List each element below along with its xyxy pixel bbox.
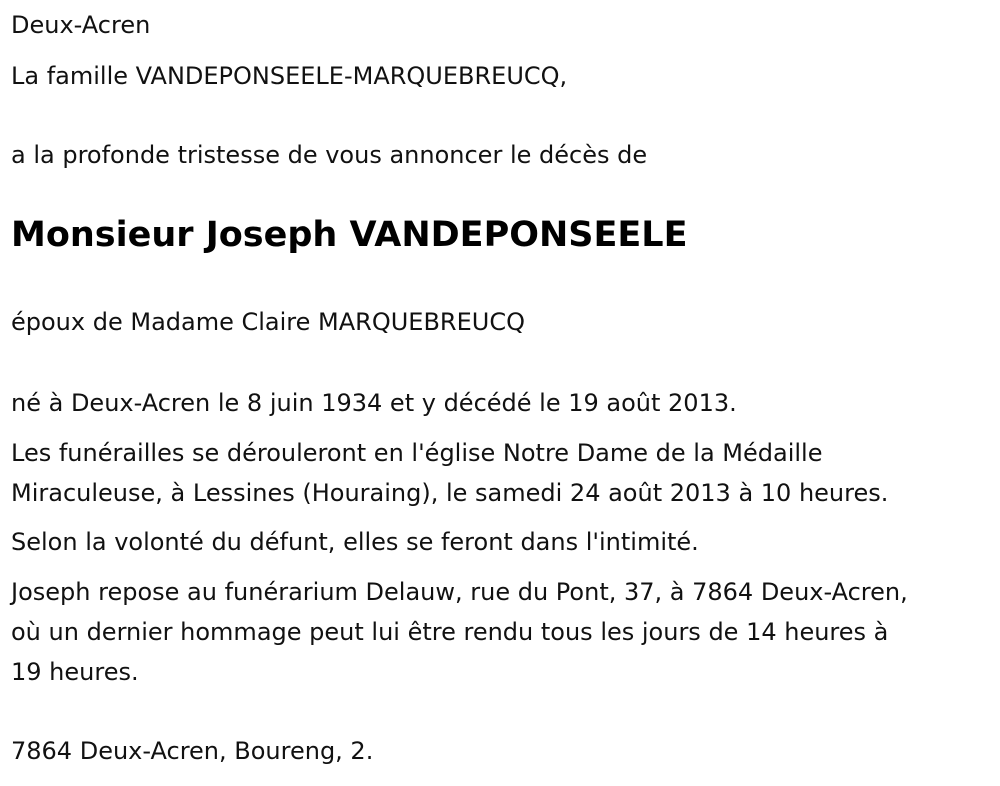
rest-text-line-3: 19 heures. — [11, 658, 139, 686]
location-text: Deux-Acren — [11, 11, 151, 39]
birth-death-text: né à Deux-Acren le 8 juin 1934 et y décédé le 19 août 2013. — [11, 389, 737, 417]
spouse-text: époux de Madame Claire MARQUEBREUCQ — [11, 308, 525, 336]
family-text: La famille VANDEPONSEELE-MARQUEBREUCQ, — [11, 62, 568, 90]
rest-text-line-1: Joseph repose au funérarium Delauw, rue du Pont, 37, à 7864 Deux-Acren, — [11, 578, 908, 606]
rest-text-line-2: où un dernier hommage peut lui être rendu tous les jours de 14 heures à — [11, 618, 889, 646]
announcement-text: a la profonde tristesse de vous annoncer le décès de — [11, 141, 648, 169]
address-text: 7864 Deux-Acren, Boureng, 2. — [11, 737, 374, 765]
funeral-text-line-2: Miraculeuse, à Lessines (Houraing), le samedi 24 août 2013 à 10 heures. — [11, 479, 889, 507]
funeral-text-line-1: Les funérailles se dérouleront en l'église Notre Dame de la Médaille — [11, 439, 823, 467]
wish-text: Selon la volonté du défunt, elles se feront dans l'intimité. — [11, 528, 699, 556]
deceased-name-heading: Monsieur Joseph VANDEPONSEELE — [11, 215, 688, 255]
